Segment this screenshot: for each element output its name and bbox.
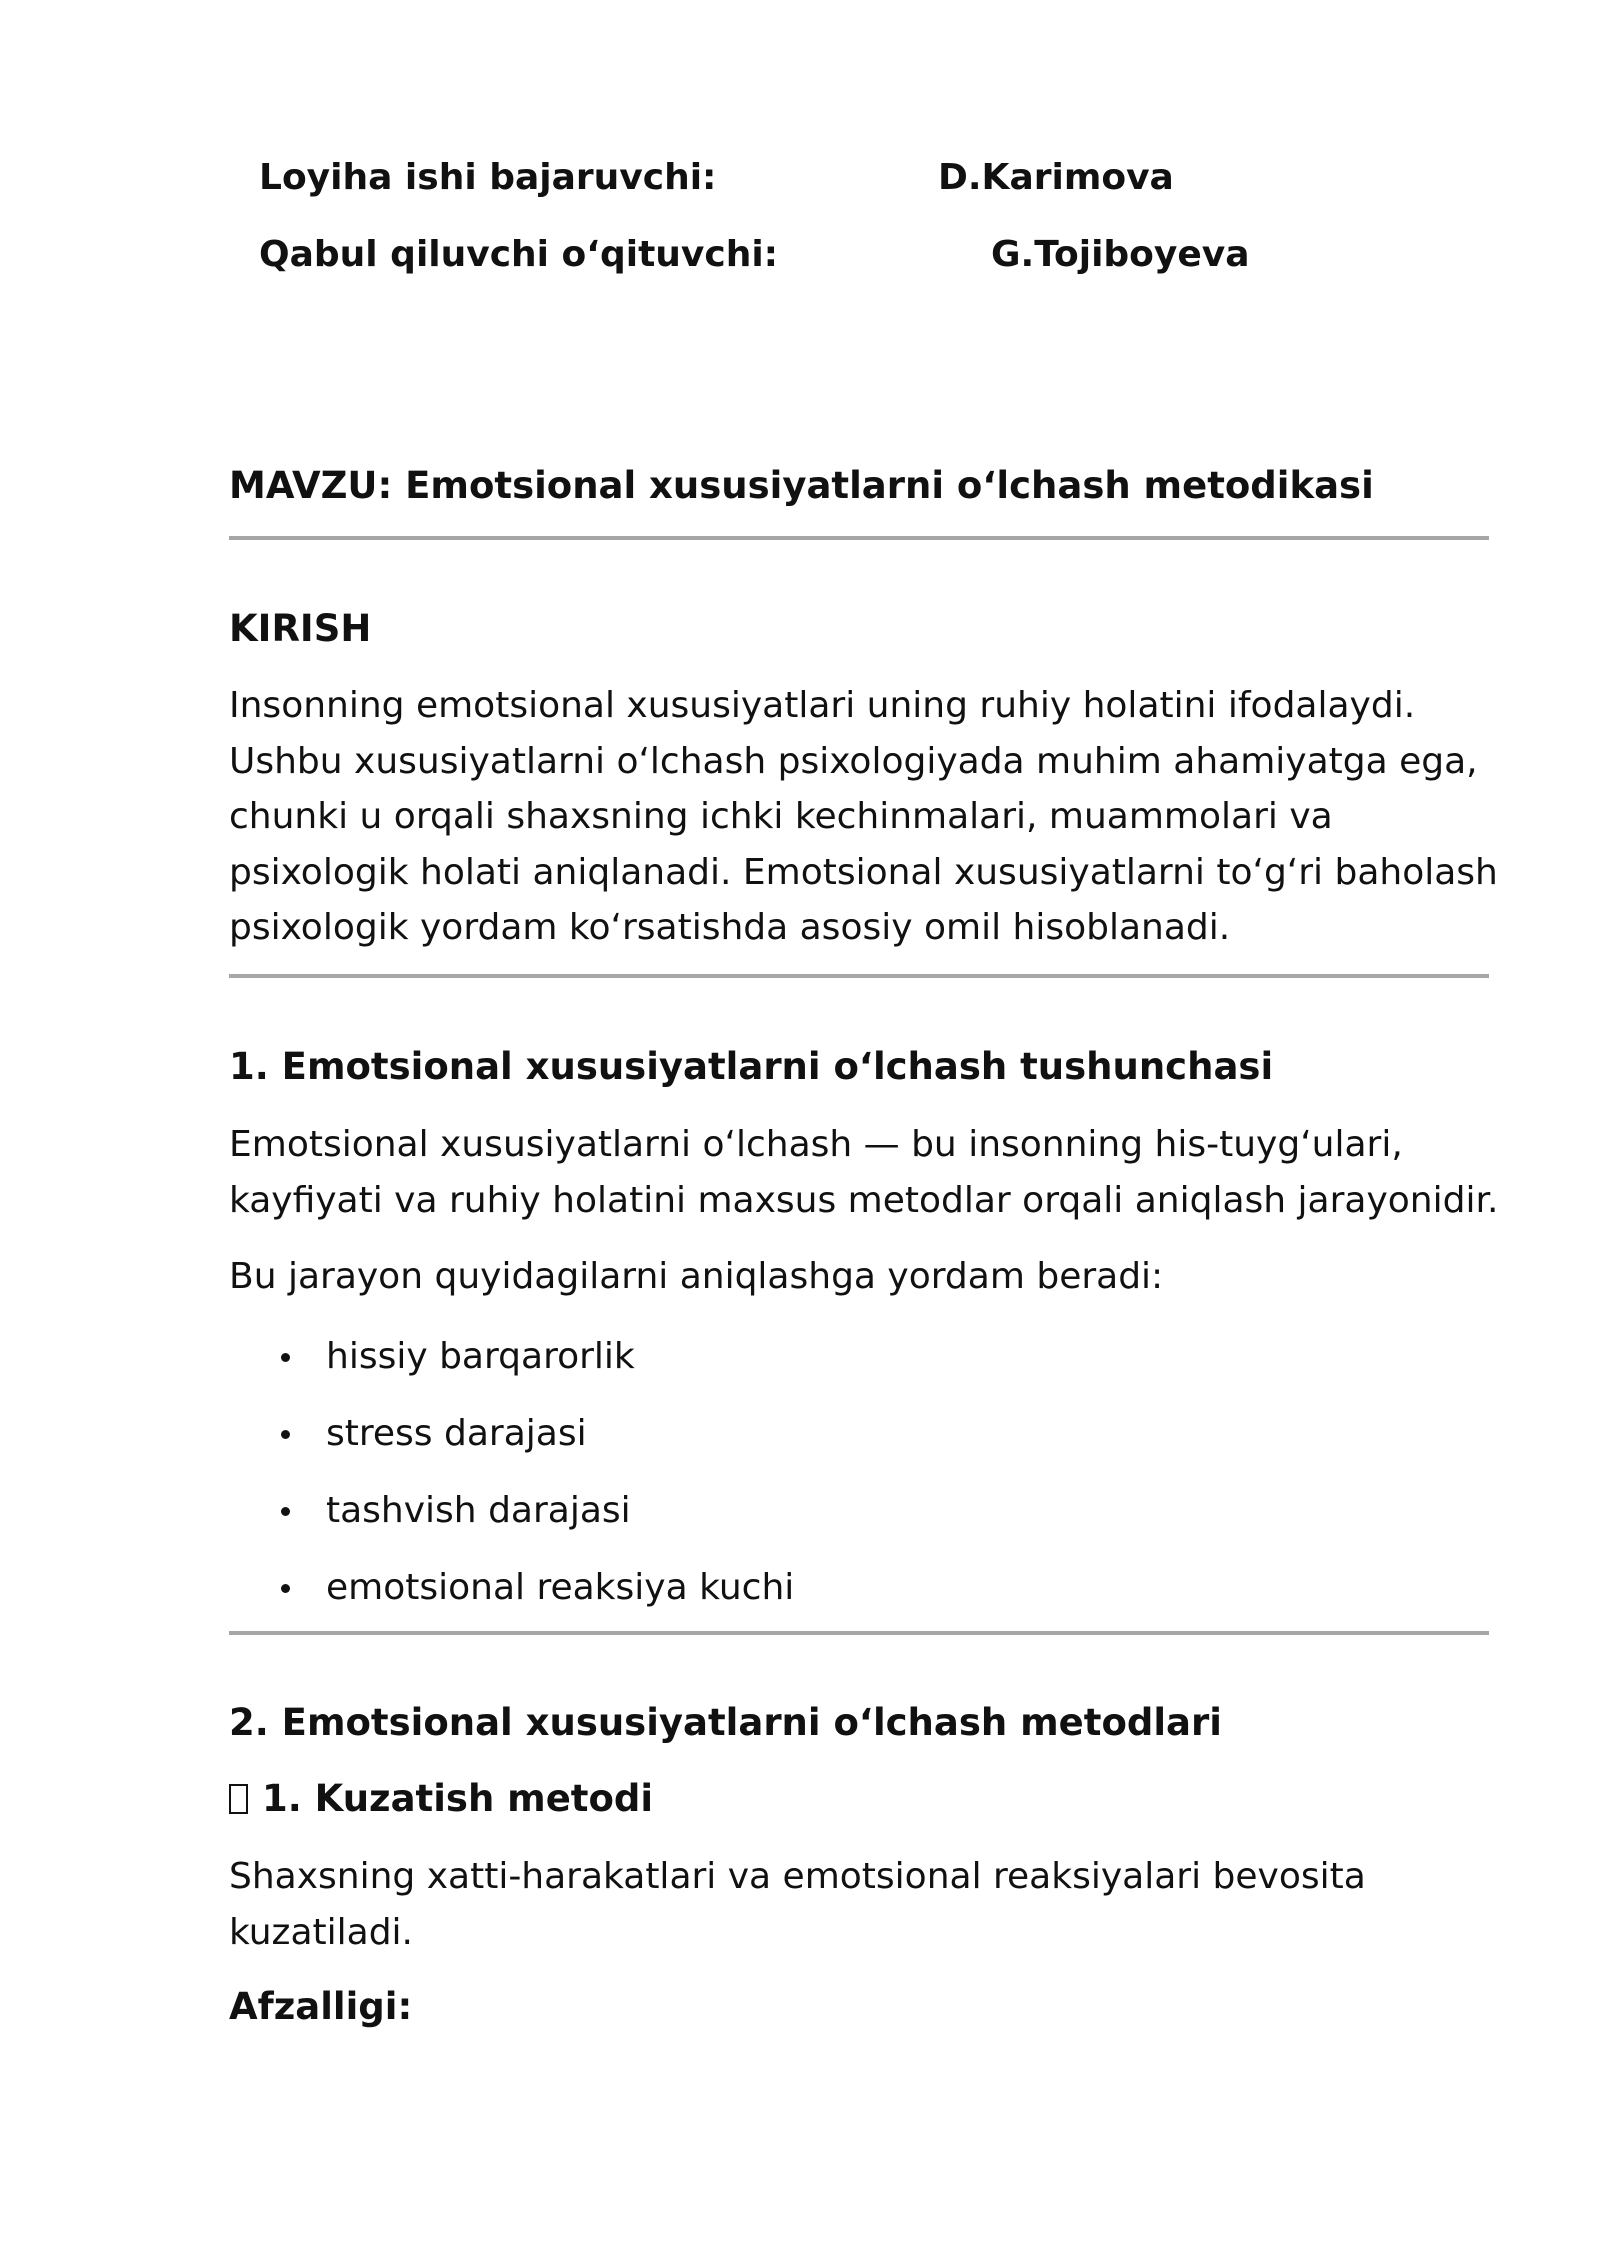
bullet-icon <box>281 1507 290 1516</box>
section1-heading: 1. Emotsional xususiyatlarni oʻlchash tushunchasi <box>229 1045 1274 1088</box>
method1-heading-row <box>229 1775 653 1823</box>
method1-heading: 1. Kuzatish metodi <box>262 1777 654 1820</box>
performer-label: Loyiha ishi bajaruvchi: <box>259 157 717 198</box>
intro-heading: KIRISH <box>229 607 372 650</box>
divider <box>229 974 1489 978</box>
teacher-name: G.Tojiboyeva <box>991 234 1250 275</box>
bullet-icon <box>281 1430 290 1439</box>
bullet-list <box>229 1329 794 1637</box>
section1-definition: Emotsional xususiyatlarni oʻlchash — bu insonning his-tuygʻulari, kayfiyati va ruhiy holatini maxsus metodlar orqali aniqlash jarayonidir. <box>229 1124 1499 1221</box>
topic-title: MAVZU: Emotsional xususiyatlarni oʻlchash metodikasi <box>229 464 1374 507</box>
bullet-icon <box>281 1584 290 1593</box>
list-item <box>229 1560 794 1637</box>
divider <box>229 536 1489 540</box>
list-item-text: hissiy barqarorlik <box>326 1336 635 1377</box>
section1-list-intro: Bu jarayon quyidagilarni aniqlashga yordam beradi: <box>229 1256 1164 1297</box>
list-item-text: stress darajasi <box>326 1413 587 1454</box>
list-item <box>229 1329 794 1406</box>
performer-name: D.Karimova <box>938 157 1174 198</box>
advantages-label: Afzalligi: <box>229 1985 413 2028</box>
method1-paragraph: Shaxsning xatti-harakatlari va emotsional reaksiyalari bevosita kuzatiladi. <box>229 1856 1366 1953</box>
divider <box>229 1631 1489 1635</box>
list-item <box>229 1483 794 1560</box>
missing-glyph-icon <box>229 1784 248 1814</box>
section2-heading: 2. Emotsional xususiyatlarni oʻlchash metodlari <box>229 1701 1222 1744</box>
list-item <box>229 1406 794 1483</box>
bullet-icon <box>281 1353 290 1362</box>
teacher-label: Qabul qiluvchi oʻqituvchi: <box>259 234 779 275</box>
intro-paragraph: Insonning emotsional xususiyatlari uning ruhiy holatini ifodalaydi. Ushbu xususiyatlarni oʻlchash psixologiyada muhim ahamiyatga ega, chunki u orqali shaxsning ichki kechinmalari, muammolari va psixologik holati aniqlanadi. Emotsional xususiyatlarni toʻgʻri baholash psixologik yordam koʻrsatishda asosiy omil hisoblanadi. <box>229 685 1498 948</box>
list-item-text: emotsional reaksiya kuchi <box>326 1567 795 1608</box>
list-item-text: tashvish darajasi <box>326 1490 631 1531</box>
